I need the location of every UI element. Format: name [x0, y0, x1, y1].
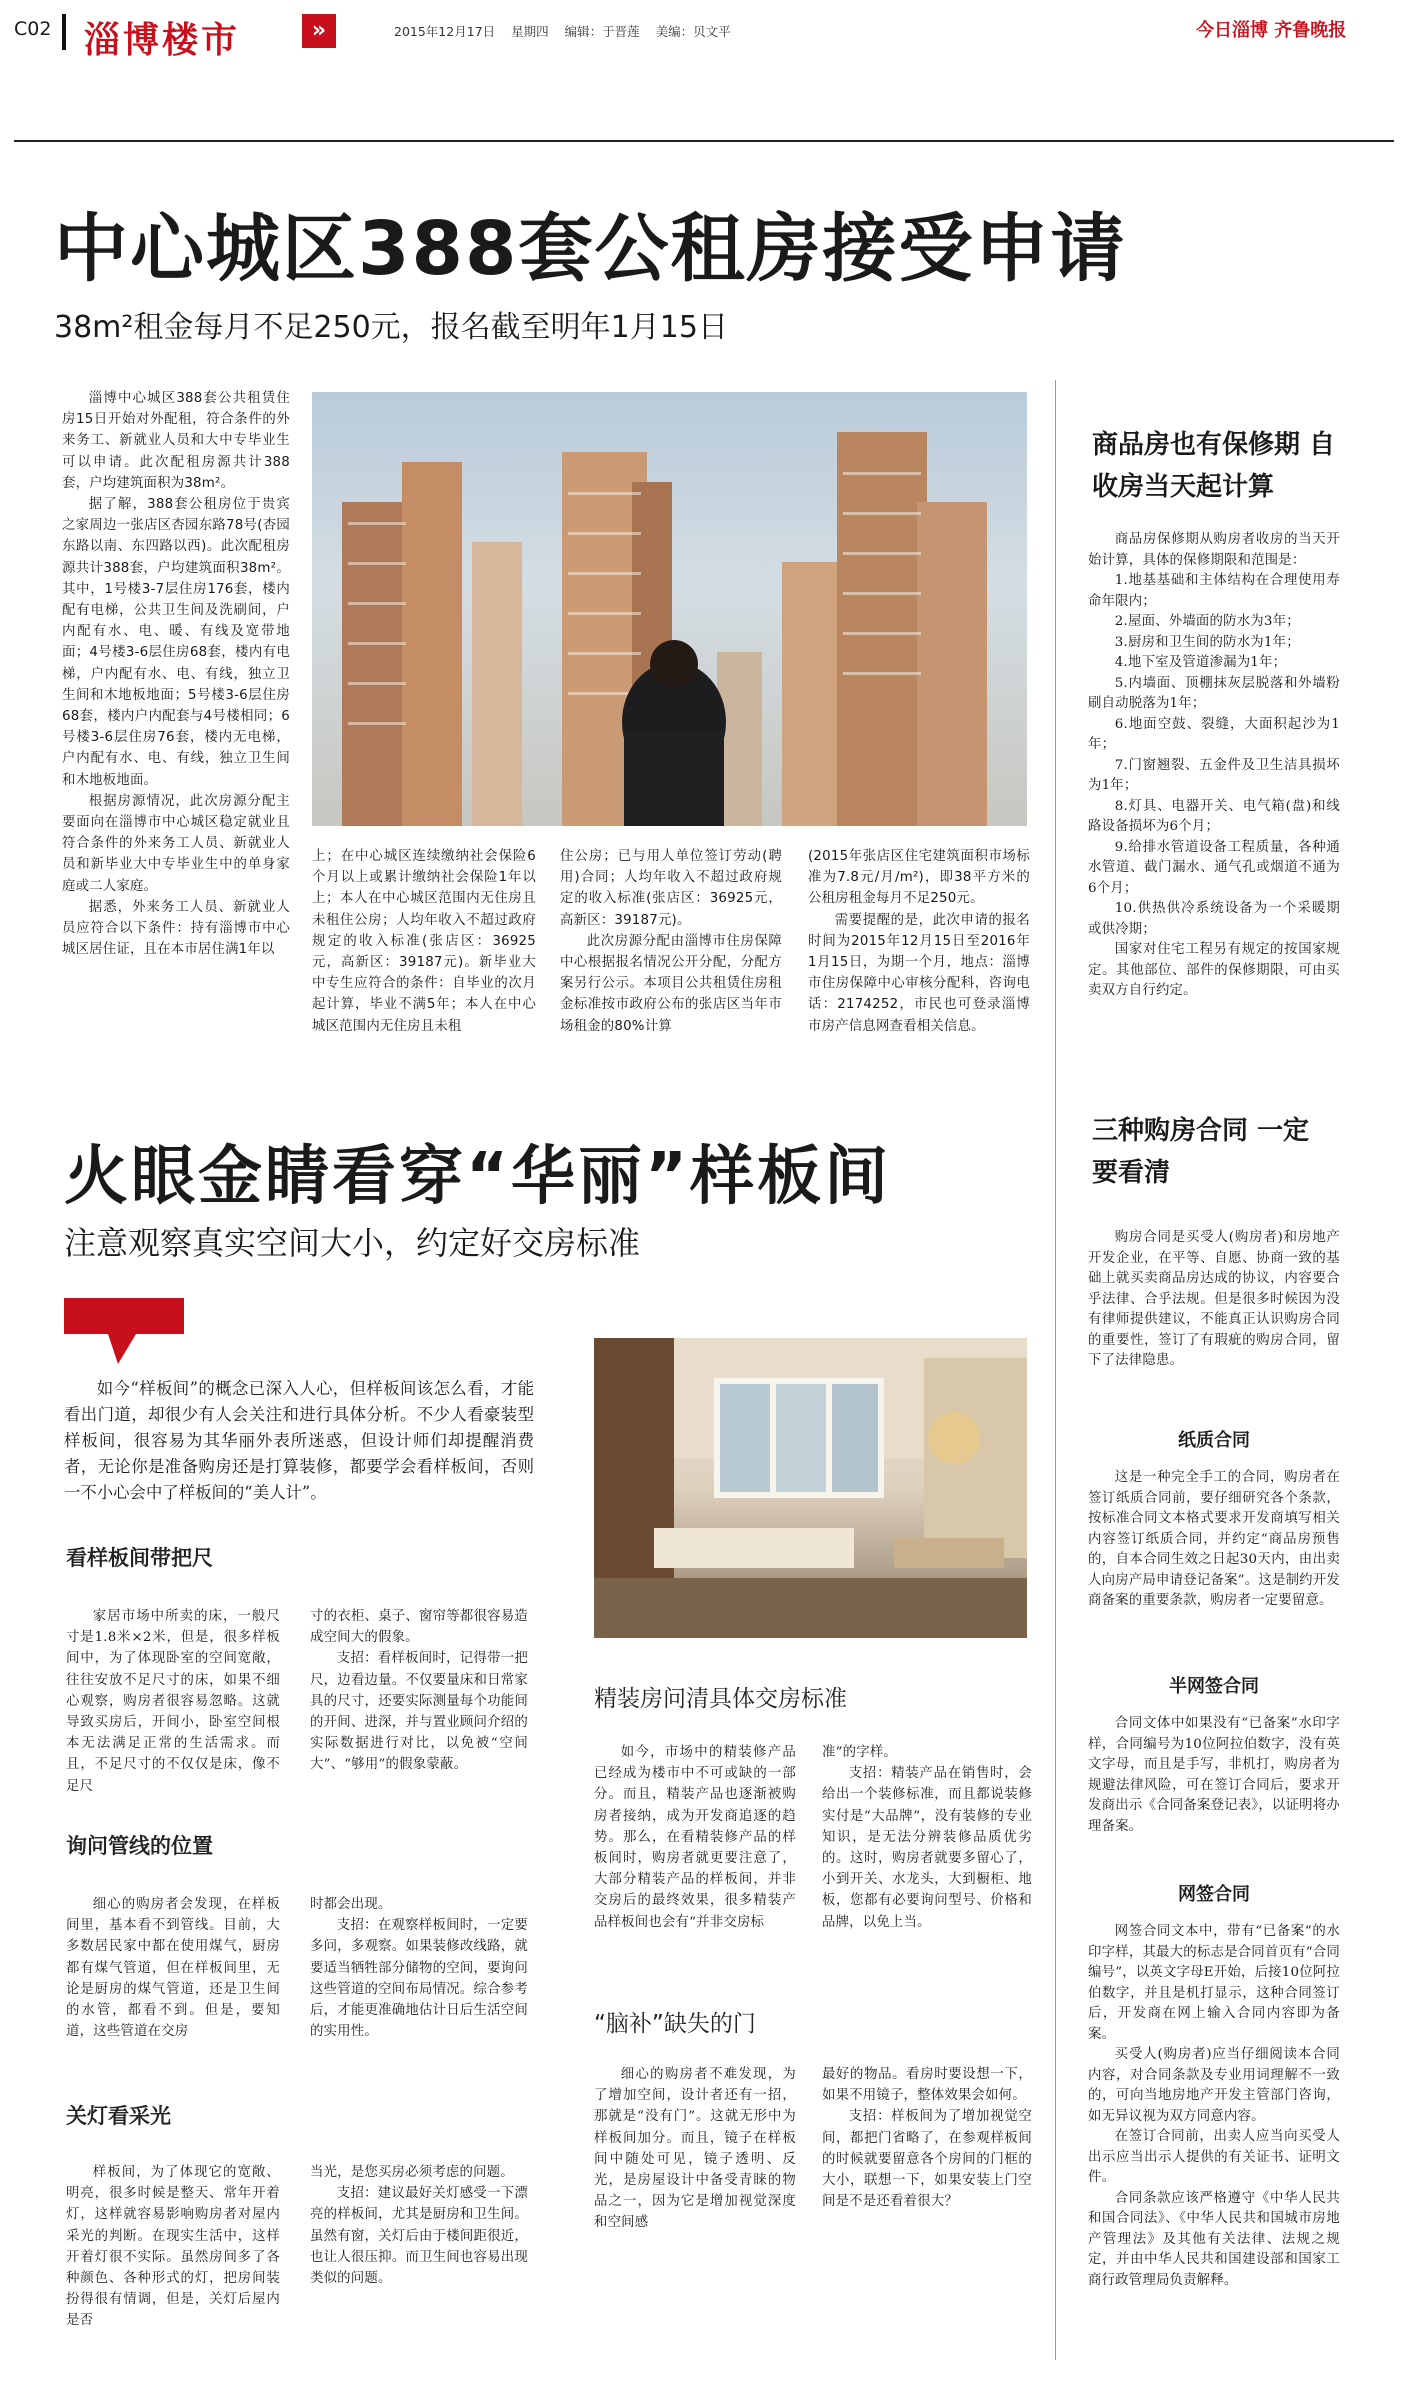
story1-subheadline: 38m²租金每月不足250元，报名截至明年1月15日	[54, 310, 728, 345]
newspaper-brand: 今日淄博 齐鲁晚报	[1196, 20, 1347, 41]
section-title: “脑补”缺失的门	[594, 2011, 756, 2037]
paragraph: 8.灯具、电器开关、电气箱(盘)和线路设备损坏为6个月；	[1088, 798, 1340, 834]
paragraph: 住公房；已与用人单位签订劳动(聘用)合同；人均年收入不超过政府规定的收入标准(张店区：36925元，高新区：39187元)。	[560, 849, 782, 928]
sec4-column-1	[594, 1742, 796, 1933]
sec1-column-1	[66, 1606, 280, 1797]
paragraph: 当光，是您买房必须考虑的问题。	[310, 2165, 514, 2180]
sidebar2-subtitle: 半网签合同	[1169, 1676, 1259, 1697]
story2-subheadline: 注意观察真实空间大小，约定好交房标准	[64, 1224, 641, 1262]
paragraph: 支招：在观察样板间时，一定要多问，多观察。如果装修改线路，就要适当牺牲部分储物的空间，要询问这些管道的空间布局情况。综合参考后，才能更准确地估计日后生活空间的实用性。	[310, 1918, 528, 2040]
sidebar2-section-2	[1088, 1714, 1340, 1837]
story1-column-4	[808, 846, 1030, 1037]
sidebar2-intro	[1088, 1228, 1340, 1372]
sidebar1-headline: 商品房也有保修期 自收房当天起计算	[1092, 430, 1336, 502]
column-divider	[1055, 380, 1056, 2360]
paragraph: 如今“样板间”的概念已深入人心，但样板间该怎么看，才能看出门道，却很少有人会关注和进行具体分析。不少人看豪装型样板间，很容易为其华丽外表所迷惑，但设计师们却提醒消费者，无论你是准备购房还是打算装修，都要学会看样板间，否则一不小心会中了样板间的“美人计”。	[64, 1379, 534, 1502]
paragraph: 此次房源分配由淄博市住房保障中心根据报名情况公开分配，分配方案另行公示。本项目公共租赁住房租金标准按市政府公布的张店区当年市场租金的80%计算	[560, 933, 782, 1034]
sec3-column-2	[310, 2162, 528, 2289]
paragraph: 购房合同是买受人(购房者)和房地产开发企业，在平等、自愿、协商一致的基础上就买卖商品房达成的协议，内容要合乎法律、合乎法规。但是很多时候因为没有律师提供建议，不能真正认识购房合同的重要性，签订了有瑕疵的购房合同，留下了法律隐患。	[1088, 1230, 1340, 1368]
section-title: 淄博楼市	[84, 20, 241, 61]
paragraph: 这是一种完全手工的合同，购房者在签订纸质合同前，要仔细研究各个条款，按标准合同文本格式要求开发商填写相关内容签订纸质合同，并约定“商品房预售的，自本合同生效之日起30天内，由出卖人向房产局申请登记备案”。这是制约开发商备案的重要条款，购房者一定要留意。	[1088, 1470, 1340, 1608]
paragraph: 上；在中心城区连续缴纳社会保险6个月以上或累计缴纳社会保险1年以上；本人在中心城区范围内无住房且未租住公房；人均年收入不超过政府规定的收入标准(张店区：36925元，高新区：39187元)。新毕业大中专生应符合的条件：自毕业的次月起计算，毕业不满5年；本人在中心城区范围内无住房且未租	[312, 849, 536, 1034]
sidebar2-subtitle: 纸质合同	[1178, 1430, 1250, 1451]
photo-show-flat-interior	[594, 1338, 1027, 1638]
paragraph: 支招：建议最好关灯感受一下漂亮的样板间，尤其是厨房和卫生间。虽然有窗，关灯后由于楼间距很近，也让人很压抑。而卫生间也容易出现类似的问题。	[310, 2186, 528, 2287]
paragraph: 淄博中心城区388套公共租赁住房15日开始对外配租，符合条件的外来务工、新就业人员和大中专毕业生可以申请。此次配租房源共计388套，户均建筑面积为38m²。	[62, 391, 290, 491]
photo-caption: 精装房问清具体交房标准	[594, 1686, 847, 1712]
sidebar2-headline: 三种购房合同 一定要看清	[1092, 1116, 1310, 1188]
paragraph: 时都会出现。	[310, 1897, 392, 1912]
sidebar2-section-1	[1088, 1468, 1340, 1612]
story1-headline: 中心城区388套公租房接受申请	[54, 206, 1127, 292]
issue-weekday: 星期四	[511, 24, 549, 39]
story2-headline: 火眼金睛看穿“华丽”样板间	[64, 1140, 892, 1214]
sec1-column-2	[310, 1606, 528, 1776]
paragraph: 最好的物品。看房时要设想一下，如果不用镜子，整体效果会如何。	[822, 2067, 1032, 2104]
paragraph: 7.门窗翘裂、五金件及卫生洁具损坏为1年；	[1088, 757, 1340, 793]
paragraph: 样板间，为了体现它的宽敞、明亮，很多时候是整天、常年开着灯，这样就容易影响购房者对屋内采光的判断。在现实生活中，这样开着灯很不实际。虽然房间多了各种颜色、各种形式的灯，把房间装扮得很有情调，但是，关灯后屋内是否	[66, 2165, 280, 2329]
story1-column-3	[560, 846, 782, 1037]
section-title: 关灯看采光	[66, 2104, 171, 2128]
sec4-column-2	[822, 1742, 1032, 1933]
masthead-divider	[62, 14, 66, 50]
issue-date: 2015年12月17日	[394, 24, 496, 39]
paragraph: 在签订合同前，出卖人应当向买受人出示应当出示人提供的有关证书、证明文件。	[1088, 2129, 1340, 2185]
paragraph: 准”的字样。	[822, 1745, 897, 1760]
paragraph: 支招：精装产品在销售时，会给出一个装修标准，而且都说装修实付是“大品牌”，没有装修的专业知识，是无法分辨装修品质优劣的。这时，购房者就要多留心了，小到开关、水龙头，大到橱柜、地板，您都有必要询问型号、价格和品牌，以免上当。	[822, 1766, 1032, 1930]
paragraph: 需要提醒的是，此次申请的报名时间为2015年12月15日至2016年1月15日，为期一个月，地点：淄博市住房保障中心审核分配科，咨询电话：2174252，市民也可登录淄博市房产信息网查看相关信息。	[808, 912, 1030, 1034]
sec2-column-2	[310, 1894, 528, 2042]
paragraph: 家居市场中所卖的床，一般尺寸是1.8米×2米，但是，很多样板间中，为了体现卧室的空间宽敞，往往安放不足尺寸的床，如果不细心观察，购房者很容易忽略。这就导致买房后，开间小，卧室空间根本无法满足正常的生活需求。而且，不足尺寸的不仅仅是床，像不足尺	[66, 1609, 280, 1794]
section-arrow-icon: »	[302, 14, 336, 48]
sidebar1-body	[1088, 530, 1340, 1002]
towers-illustration	[312, 392, 1027, 826]
paragraph: 寸的衣柜、桌子、窗帘等都很容易造成空间大的假象。	[310, 1609, 528, 1646]
paragraph: 2.屋面、外墙面的防水为3年；	[1114, 614, 1300, 629]
paragraph: (2015年张店区住宅建筑面积市场标准为7.8元/月/m²)，即38平方米的公租房租金每月不足250元。	[808, 849, 1030, 907]
paragraph: 4.地下室及管道渗漏为1年；	[1114, 655, 1287, 670]
story1-column-2	[312, 846, 536, 1037]
sidebar2-subtitle: 网签合同	[1178, 1884, 1250, 1905]
story2-intro	[64, 1376, 534, 1506]
sec5-column-2	[822, 2064, 1032, 2212]
paragraph: 1.地基基础和主体结构在合理使用寿命年限内；	[1088, 573, 1340, 609]
paragraph: 网签合同文本中，带有“已备案”的水印字样，其最大的标志是合同首页有“合同编号”，以英文字母E开始，后接10位阿拉伯数字，并且是机打显示，这种合同签订后，开发商在网上输入合同内容即为备案。	[1088, 1924, 1340, 2042]
paragraph: 据悉，外来务工人员、新就业人员应符合以下条件：持有淄博市中心城区居住证，且在本市居住满1年以	[62, 899, 290, 958]
sidebar2-section-3	[1088, 1922, 1340, 2291]
paragraph: 根据房源情况，此次房源分配主要面向在淄博市中心城区稳定就业且符合条件的外来务工人员、新就业人员和新毕业大中专毕业生中的单身家庭或二人家庭。	[62, 793, 290, 894]
sec2-column-1	[66, 1894, 280, 2042]
page-number: C02	[14, 18, 52, 40]
paragraph: 支招：看样板间时，记得带一把尺，边看边量。不仅要量床和日常家具的尺寸，还要实际测量每个功能间的开间、进深，并与置业顾问介绍的实际数据进行对比，以免被“空间大”、“够用”的假象蒙蔽。	[310, 1651, 528, 1773]
paragraph: 合同条款应该严格遵守《中华人民共和国合同法》、《中华人民共和国城市房地产管理法》及其他有关法律、法规之规定，并由中华人民共和国建设部和国家工商行政管理局负责解释。	[1088, 2190, 1340, 2288]
issue-meta	[394, 22, 743, 40]
paragraph: 买受人(购房者)应当仔细阅读本合同内容，对合同条款及专业用词理解不一致的，可向当地房地产开发主管部门咨询，如无异议视为双方同意内容。	[1088, 2047, 1340, 2124]
paragraph: 9.给排水管道设备工程质量，各种通水管道、截门漏水、通气孔或烟道不通为6个月；	[1088, 839, 1340, 896]
paragraph: 支招：样板间为了增加视觉空间，都把门省略了，在参观样板间的时候就要留意各个房间的门框的大小，联想一下，如果安装上门空间是不是还看着很大？	[822, 2109, 1032, 2210]
interior-illustration	[594, 1338, 1027, 1638]
section-title: 看样板间带把尺	[66, 1546, 213, 1570]
sec3-column-1	[66, 2162, 280, 2332]
paragraph: 细心的购房者会发现，在样板间里，基本看不到管线。目前，大多数居民家中都在使用煤气，厨房都有煤气管道，但在样板间里，无论是厨房的煤气管道，还是卫生间的水管，都看不到。但是，要知道，这些管道在交房	[66, 1897, 280, 2040]
paragraph: 合同文体中如果没有“已备案”水印字样，合同编号为10位阿拉伯数字，没有英文字母，而且是手写，非机打，购房者为规避法律风险，可在签订合同后，要求开发商出示《合同备案登记表》，以证明将办理备案。	[1088, 1716, 1340, 1834]
paragraph: 商品房保修期从购房者收房的当天开始计算，具体的保修期限和范围是：	[1088, 532, 1340, 568]
paragraph: 3.厨房和卫生间的防水为1年；	[1114, 634, 1300, 650]
designer-credit: 美编：贝文平	[655, 24, 731, 39]
paragraph: 5.内墙面、顶棚抹灰层脱落和外墙粉刷自动脱落为1年；	[1088, 675, 1340, 711]
section-title: 询问管线的位置	[66, 1834, 213, 1858]
sec5-column-1	[594, 2064, 796, 2234]
photo-apartment-towers	[312, 392, 1027, 826]
paragraph: 细心的购房者不难发现，为了增加空间，设计者还有一招，那就是“没有门”。这就无形中为样板间加分。而且，镜子在样板间中随处可见，镜子透明、反光，是房屋设计中备受青睐的物品之一，因为它是增加视觉深度和空间感	[594, 2067, 796, 2231]
red-flag-icon	[64, 1298, 184, 1364]
editor-credit: 编辑：于晋莲	[564, 24, 640, 39]
paragraph: 6.地面空鼓、裂缝，大面积起沙为1年；	[1088, 716, 1340, 752]
paragraph: 如今，市场中的精装修产品已经成为楼市中不可或缺的一部分。而且，精装产品也逐渐被购房者接纳，成为开发商追逐的趋势。那么，在看精装修产品的样板间时，购房者就更要注意了，大部分精装产品的样板间，并非交房后的最终效果，很多精装产品样板间也会有“并非交房标	[594, 1745, 796, 1930]
story1-column-1	[62, 388, 290, 960]
paragraph: 据了解，388套公租房位于贵宾之家周边一张店区杏园东路78号(杏园东路以南、东四路以西)。此次配租房源共计388套，户均建筑面积38m²。其中，1号楼3-7层住房176套，楼内配有电梯，公共卫生间及洗刷间，户内配有水、电、暖、有线及宽带地面；4号楼3-6层住房68套，楼内有电梯，户内配有水、电、有线，独立卫生间和木地板地面；5号楼3-6层住房68套，楼内户内配套与4号楼相同；6号楼3-6层住房76套，楼内无电梯，户内配有水、电、有线，独立卫生间和木地板地面。	[62, 497, 290, 788]
paragraph: 国家对住宅工程另有规定的按国家规定。其他部位、部件的保修期限，可由买卖双方自行约定。	[1088, 942, 1340, 998]
masthead-rule	[14, 140, 1394, 142]
paragraph: 10.供热供冷系统设备为一个采暖期或供冷期；	[1088, 901, 1340, 937]
